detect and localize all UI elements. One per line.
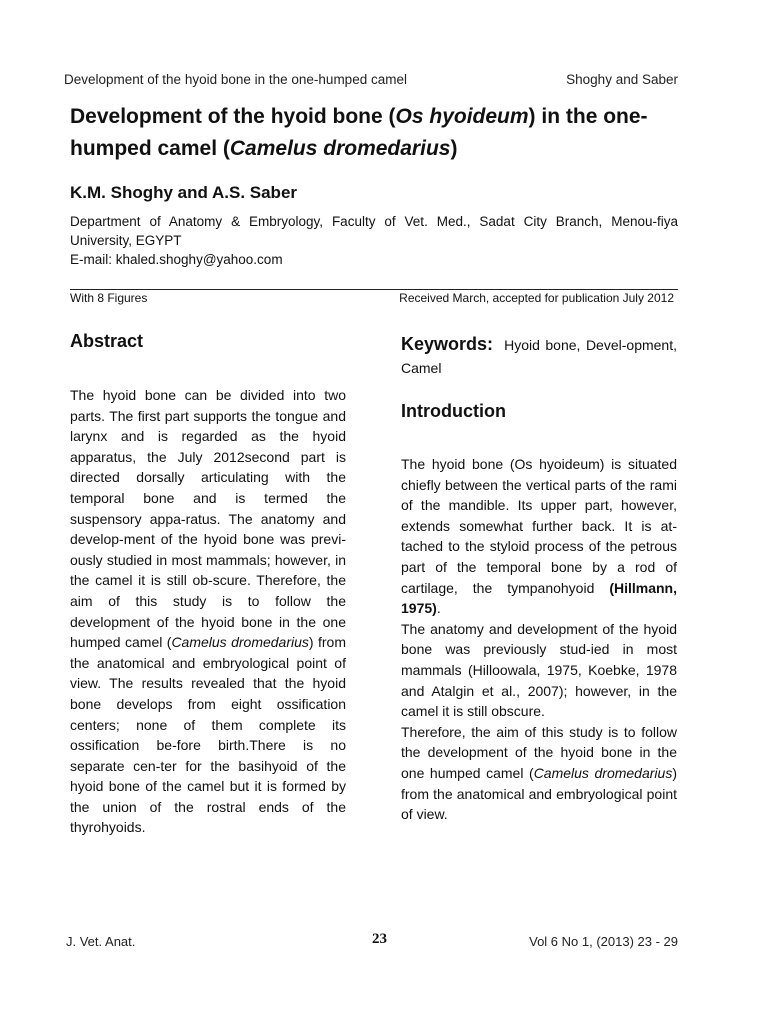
authors: K.M. Shoghy and A.S. Saber bbox=[70, 183, 298, 202]
intro-paragraph-1: The hyoid bone (Os hyoideum) is situated chiefly between the vertical parts of the rami of the mandible. Its upper part, however, extends somewhat further back. It is at-tached to the styloid process of the petrous part of the temporal bone by a rod of cartilage, the tympanohyoid (Hillmann, 1975). bbox=[401, 456, 677, 617]
affiliation-text: Department of Anatomy & Embryology, Faculty of Vet. Med., Sadat City Branch, Menou-fiya University, EGYPT bbox=[70, 214, 678, 248]
affiliation bbox=[70, 212, 678, 269]
running-header-authors: Shoghy and Saber bbox=[566, 72, 678, 87]
volume-info: Vol 6 No 1, (2013) 23 - 29 bbox=[529, 934, 678, 949]
email-address: E-mail: khaled.shoghy@yahoo.com bbox=[70, 252, 283, 267]
abstract-heading: Abstract bbox=[70, 331, 144, 351]
introduction-heading: Introduction bbox=[401, 401, 506, 421]
page-number: 23 bbox=[372, 931, 387, 947]
header-divider bbox=[70, 289, 678, 290]
abstract-text: The hyoid bone can be divided into two parts. The first part supports the tongue and larynx and is regarded as the hyoid apparatus, the July 2012second part is directed dorsally articulating with the temporal bone and is termed the suspensory appa-ratus. The anatomy and develop-ment of the hyoid bone was previ-ously studied in most mammals; however, in the camel it is still ob-scure. Therefore, the aim of this study is to follow the development of the hyoid bone in the one humped camel (Camelus dromedarius) from the anatomical and embryological point of view. The results revealed that the hyoid bone develops from eight ossification centers; none of them complete its ossification be-fore birth.There is no separate cen-ter for the basihyoid of the hyoid bone of the camel but it is formed by the union of the rostral ends of the thyrohyoids. bbox=[70, 387, 346, 836]
figure-count: With 8 Figures bbox=[70, 291, 148, 305]
received-date: Received March, accepted for publication July 2012 bbox=[399, 291, 674, 305]
keywords-block bbox=[401, 333, 677, 380]
introduction-text bbox=[401, 454, 677, 825]
keywords-heading: Keywords: bbox=[401, 334, 494, 354]
intro-paragraph-3: Therefore, the aim of this study is to follow the development of the hyoid bone in the one humped camel (Camelus dromedarius) from the anatomical and embryological point of view. bbox=[401, 723, 677, 823]
journal-name: J. Vet. Anat. bbox=[66, 934, 136, 949]
intro-paragraph-2: The anatomy and development of the hyoid bone was previously stud-ied in most mammals (Hilloowala, 1975, Koebke, 1978 and Atalgin et al., 2007); however, in the camel it is still obscure. bbox=[401, 620, 677, 720]
paper-title: Development of the hyoid bone (Os hyoideum) in the one-humped camel (Camelus dromedarius) bbox=[70, 105, 648, 160]
running-header-title: Development of the hyoid bone in the one-humped camel bbox=[64, 72, 407, 87]
keywords-text: Hyoid bone, Devel-opment, Camel bbox=[401, 337, 677, 376]
